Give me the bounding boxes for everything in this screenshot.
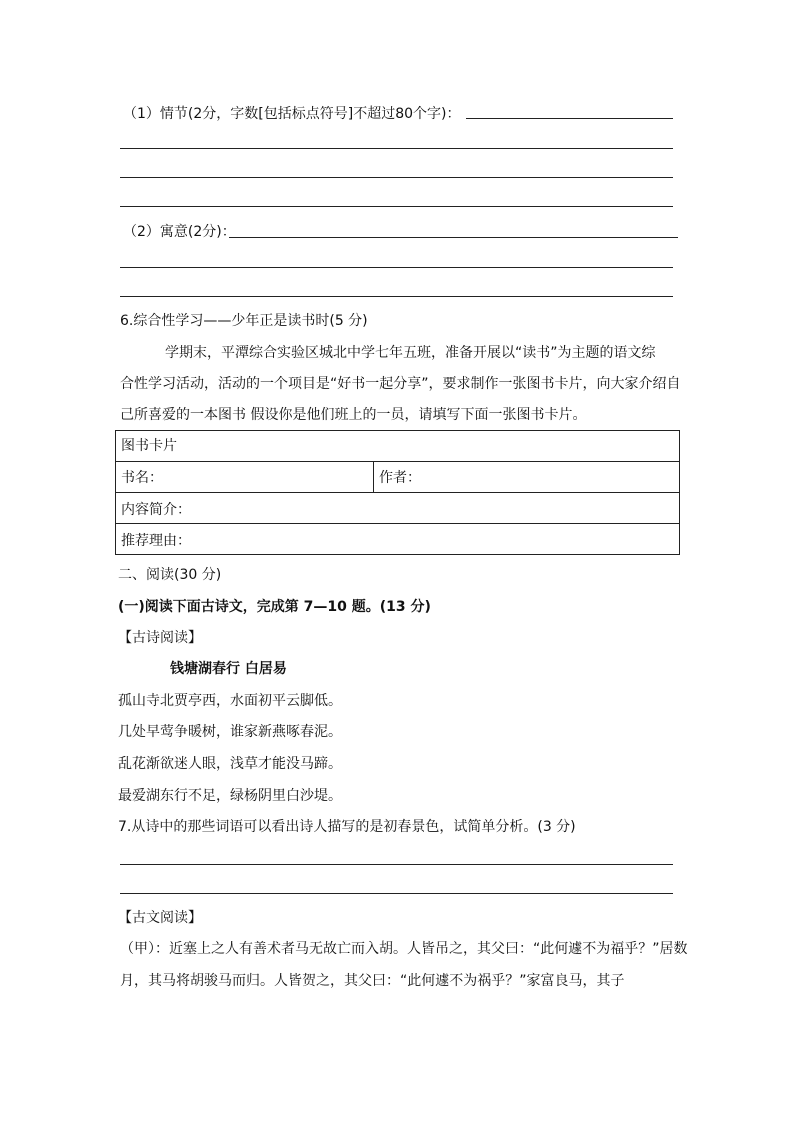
poem-line-2: 几处早莺争暖树，谁家新燕啄春泥。 [118,724,342,740]
answer-line-q7-1[interactable] [120,864,673,865]
poem-line-4: 最爱湖东行不足，绿杨阴里白沙堤。 [118,788,342,804]
answer-line-meaning-1[interactable] [229,237,678,238]
book-card-column-divider [373,462,374,493]
question-plot-label: （1）情节(2分，字数[包括标点符号]不超过80个字)： [123,106,461,122]
prose-line-1: （甲）：近塞上之人有善术者马无故亡而入胡。人皆吊之，其父曰：“此何遽不为福乎？”居数 [120,941,688,957]
answer-line-meaning-3[interactable] [120,296,673,297]
prose-section-heading: 【古文阅读】 [118,910,202,926]
section6-title: 6.综合性学习——少年正是读书时(5 分) [120,313,368,329]
book-card-reason-field[interactable]: 推荐理由： [121,533,191,549]
answer-line-plot-1[interactable] [466,118,673,119]
part2-title: 二、阅读(30 分) [118,567,222,583]
book-card-divider-1 [116,461,679,462]
section6-paragraph-line-1: 学期末，平潭综合实验区城北中学七年五班，准备开展以“读书”为主题的语文综 [165,345,656,361]
poem-section-heading: 【古诗阅读】 [118,630,202,646]
part2-subtitle: (一)阅读下面古诗文，完成第 7—10 题。(13 分) [118,599,431,615]
question-7: 7.从诗中的那些词语可以看出诗人描写的是初春景色，试简单分析。(3 分) [118,819,576,835]
answer-line-plot-3[interactable] [120,177,673,178]
section6-paragraph-line-2: 合性学习活动，活动的一个项目是“好书一起分享”，要求制作一张图书卡片，向大家介绍自 [120,376,681,392]
book-card-author-field[interactable]: 作者： [379,470,421,486]
poem-title: 钱塘湖春行 白居易 [170,661,287,677]
answer-line-plot-4[interactable] [120,206,673,207]
book-card-name-field[interactable]: 书名： [121,470,163,486]
book-card-divider-3 [116,523,679,524]
poem-line-1: 孤山寺北贾亭西，水面初平云脚低。 [118,693,342,709]
poem-line-3: 乱花渐欲迷人眼，浅草才能没马蹄。 [118,756,342,772]
book-card-summary-field[interactable]: 内容简介： [121,502,191,518]
answer-line-plot-2[interactable] [120,148,673,149]
book-card-title: 图书卡片 [121,438,177,454]
question-meaning-label: （2）寓意(2分)： [123,224,236,240]
book-card-table [115,430,680,555]
book-card-divider-2 [116,492,679,493]
section6-paragraph-line-3: 己所喜爱的一本图书 假设你是他们班上的一员，请填写下面一张图书卡片。 [120,407,587,423]
prose-line-2: 月，其马将胡骏马而归。人皆贺之，其父曰：“此何遽不为祸乎？”家富良马，其子 [120,973,625,989]
answer-line-q7-2[interactable] [120,893,673,894]
answer-line-meaning-2[interactable] [120,267,673,268]
